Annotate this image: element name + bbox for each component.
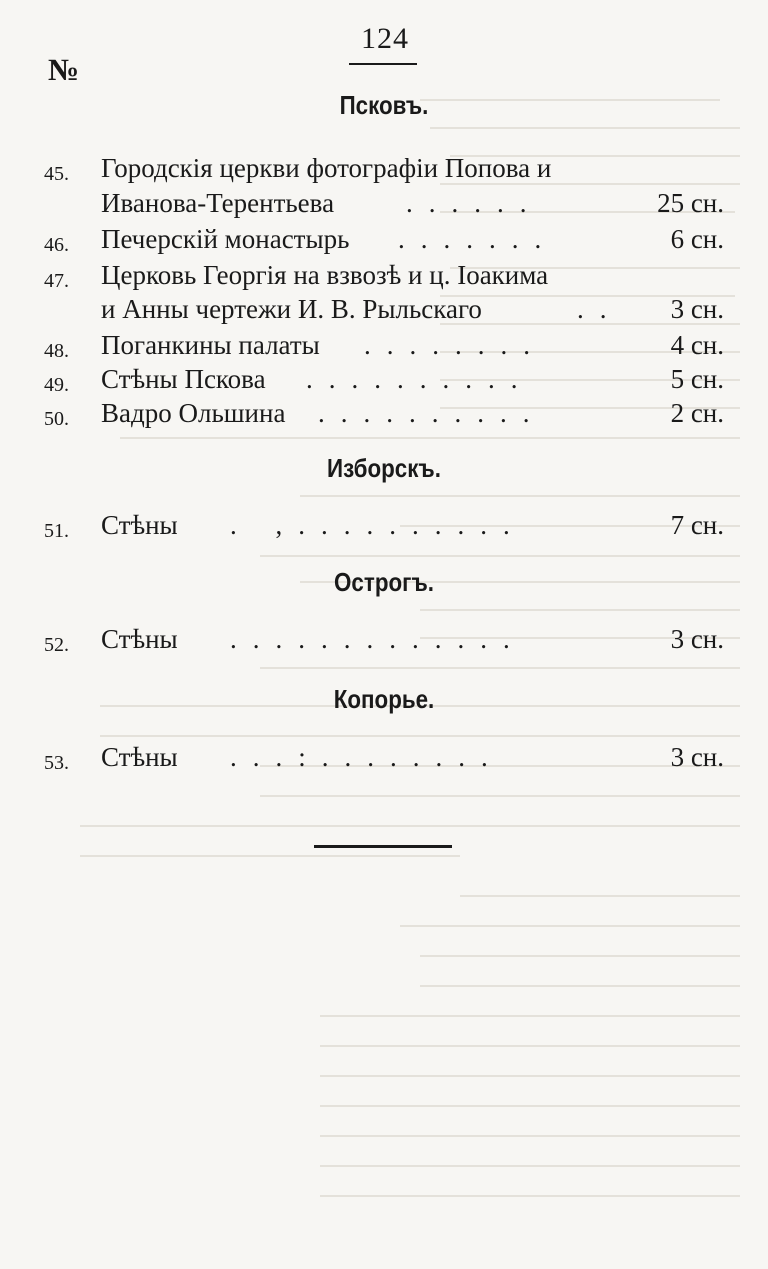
item-price: 25 сн. [657, 188, 724, 218]
item-title: Церковь Георгія на взвозѣ и ц. Іоакима [101, 260, 549, 290]
item-price: 5 сн. [670, 364, 724, 394]
item-number: 47. [44, 270, 69, 292]
list-item-continuation [0, 294, 768, 330]
section-heading-pskov: Псковъ. [339, 90, 429, 120]
list-item [0, 330, 768, 366]
item-title: Вадро Ольшина [101, 398, 286, 428]
item-number: 45. [44, 163, 69, 185]
number-column-header: № [48, 52, 80, 87]
item-price: 3 сн. [670, 742, 724, 772]
item-number: 48. [44, 340, 69, 362]
item-price: 4 сн. [670, 330, 724, 360]
item-title: Стѣны [101, 510, 178, 540]
list-item [0, 398, 768, 434]
leader-dots: . ,.......... [230, 510, 526, 540]
end-rule [314, 845, 452, 848]
item-title: Поганкины палаты [101, 330, 320, 360]
list-item [0, 742, 768, 778]
item-price: 2 сн. [670, 398, 724, 428]
item-title: Стѣны [101, 742, 178, 772]
list-item [0, 510, 768, 546]
list-item [0, 624, 768, 660]
leader-dots: ............. [230, 624, 526, 654]
list-item [0, 224, 768, 260]
item-price: 7 сн. [670, 510, 724, 540]
item-number: 53. [44, 752, 69, 774]
item-title: Городскія церкви фотографіи Попова и [101, 153, 552, 183]
item-title: Стѣны [101, 624, 178, 654]
item-title-continued: и Анны чертежи И. В. Рыльскаго [101, 294, 482, 324]
leader-dots: .......... [306, 364, 534, 394]
leader-dots: ...... [406, 188, 543, 218]
section-heading-izborsk: Изборскъ. [327, 453, 441, 483]
item-title: Печерскій монастырь [101, 224, 350, 254]
list-item-continuation [0, 188, 768, 224]
leader-dots: .. [577, 294, 623, 324]
leader-dots: ........ [364, 330, 546, 360]
item-number: 49. [44, 374, 69, 396]
leader-dots: .......... [318, 398, 546, 428]
list-item [0, 364, 768, 400]
item-price: 6 сн. [670, 224, 724, 254]
item-number: 50. [44, 408, 69, 430]
item-number: 51. [44, 520, 69, 542]
section-heading-koporye: Копорье. [333, 684, 435, 714]
item-title-continued: Иванова-Терентьева [101, 188, 335, 218]
list-item [0, 260, 768, 296]
item-title: Стѣны Пскова [101, 364, 266, 394]
item-number: 52. [44, 634, 69, 656]
item-number: 46. [44, 234, 69, 256]
leader-dots: ...:........ [230, 742, 504, 772]
leader-dots: ....... [398, 224, 558, 254]
page-number-underline [349, 63, 417, 65]
list-item [0, 153, 768, 189]
item-price: 3 сн. [670, 624, 724, 654]
page-number: 124 [361, 22, 409, 55]
item-price: 3 сн. [670, 294, 724, 324]
section-heading-ostrog: Острогъ. [334, 567, 434, 597]
